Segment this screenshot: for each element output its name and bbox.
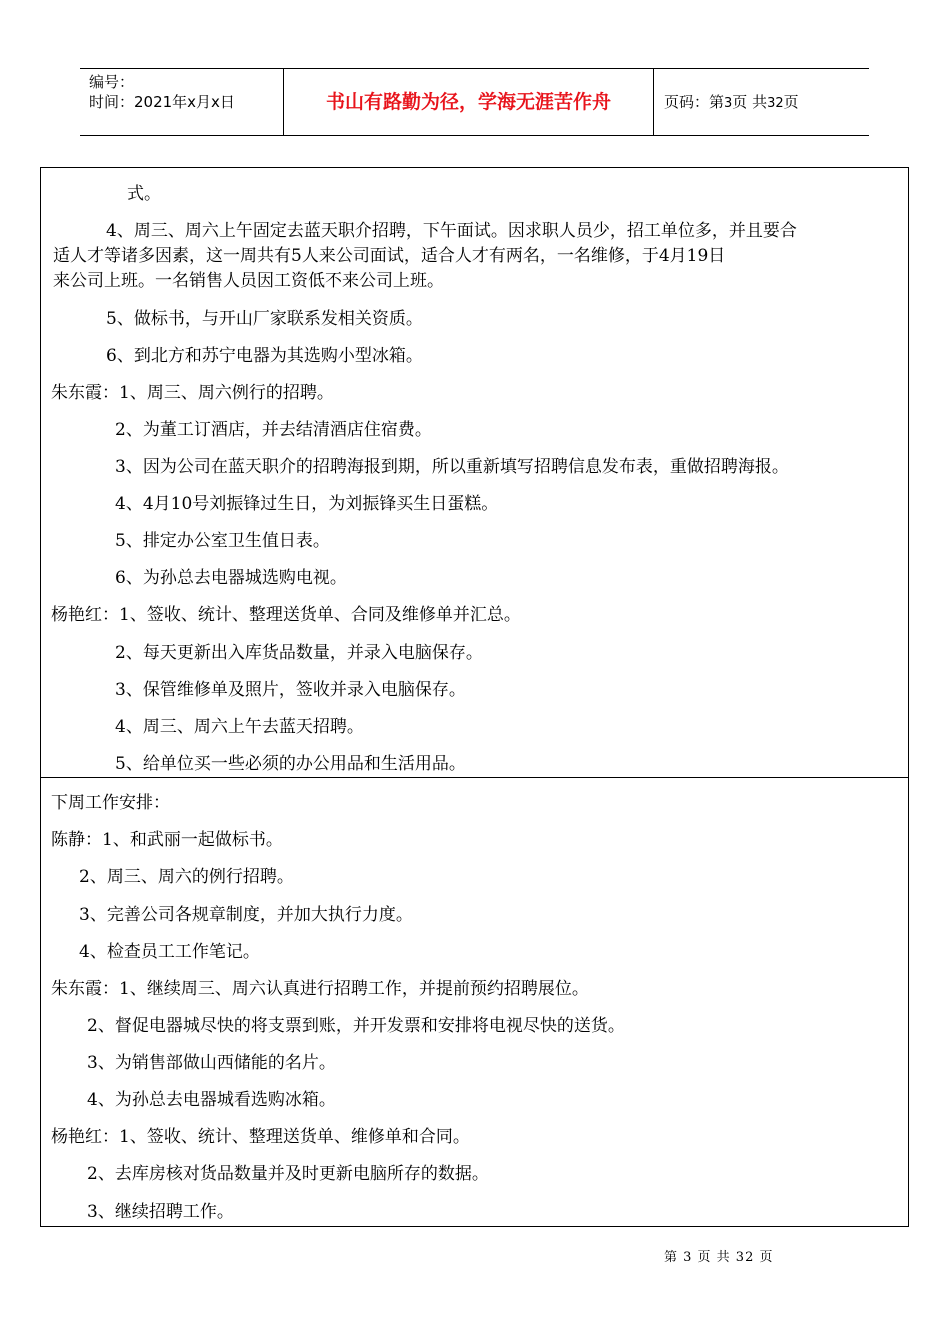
report-line: 适人才等诸多因素，这一周共有5人来公司面试，适合人才有两名，一名维修，于4月19日 (53, 246, 726, 266)
doc-date-label: 时间：2021年x月x日 (89, 93, 235, 111)
plan-line: 3、完善公司各规章制度，并加大执行力度。 (79, 905, 413, 925)
report-line: 杨艳红：1、签收、统计、整理送货单、合同及维修单并汇总。 (51, 605, 521, 625)
page-number: 3 (724, 96, 733, 111)
report-table (40, 167, 909, 1227)
report-line: 来公司上班。一名销售人员因工资低不来公司上班。 (53, 271, 444, 291)
report-line: 4、周三、周六上午固定去蓝天职介招聘，下午面试。因求职人员少，招工单位多，并且要合 (106, 221, 797, 241)
report-line: 6、为孙总去电器城选购电视。 (115, 568, 347, 588)
report-line: 4、4月10号刘振锋过生日，为刘振锋买生日蛋糕。 (115, 494, 499, 514)
plan-line: 2、去库房核对货品数量并及时更新电脑所存的数据。 (87, 1164, 489, 1184)
plan-line: 朱东霞：1、继续周三、周六认真进行招聘工作，并提前预约招聘展位。 (51, 979, 589, 999)
report-line: 5、给单位买一些必须的办公用品和生活用品。 (115, 754, 466, 774)
plan-line: 4、为孙总去电器城看选购冰箱。 (87, 1090, 336, 1110)
report-line: 5、做标书，与开山厂家联系发相关资质。 (106, 309, 423, 329)
plan-line: 2、周三、周六的例行招聘。 (79, 867, 294, 887)
plan-line: 2、督促电器城尽快的将支票到账，并开发票和安排将电视尽快的送货。 (87, 1016, 625, 1036)
report-line: 3、因为公司在蓝天职介的招聘海报到期，所以重新填写招聘信息发布表，重做招聘海报。 (115, 457, 789, 477)
page-footer: 第 3 页 共 32 页 (664, 1250, 774, 1265)
report-line: 6、到北方和苏宁电器为其选购小型冰箱。 (106, 346, 423, 366)
header-motto: 书山有路勤为径，学海无涯苦作舟 (283, 69, 654, 135)
plan-line: 3、继续招聘工作。 (87, 1202, 234, 1222)
report-line: 式。 (127, 184, 161, 204)
report-line: 2、为董工订酒店，并去结清酒店住宿费。 (115, 420, 432, 440)
report-line: 2、每天更新出入库货品数量，并录入电脑保存。 (115, 643, 483, 663)
report-line: 5、排定办公室卫生值日表。 (115, 531, 330, 551)
page-mid: 页 共 (732, 93, 768, 111)
header-meta (80, 69, 283, 135)
section-divider (41, 777, 908, 778)
report-line: 3、保管维修单及照片，签收并录入电脑保存。 (115, 680, 466, 700)
plan-line: 杨艳红：1、签收、统计、整理送货单、维修单和合同。 (51, 1127, 470, 1147)
doc-number-label: 编号： (89, 73, 135, 91)
plan-heading: 下周工作安排： (51, 793, 170, 813)
page-suffix: 页 (783, 93, 799, 111)
page-prefix: 页码：第 (664, 93, 725, 111)
plan-line: 陈静：1、和武丽一起做标书。 (51, 830, 283, 850)
report-line: 朱东霞：1、周三、周六例行的招聘。 (51, 383, 334, 403)
plan-line: 3、为销售部做山西储能的名片。 (87, 1053, 336, 1073)
page-header (80, 68, 869, 136)
report-line: 4、周三、周六上午去蓝天招聘。 (115, 717, 364, 737)
page-total: 32 (767, 96, 784, 111)
header-page-info (654, 69, 869, 135)
plan-line: 4、检查员工工作笔记。 (79, 942, 260, 962)
